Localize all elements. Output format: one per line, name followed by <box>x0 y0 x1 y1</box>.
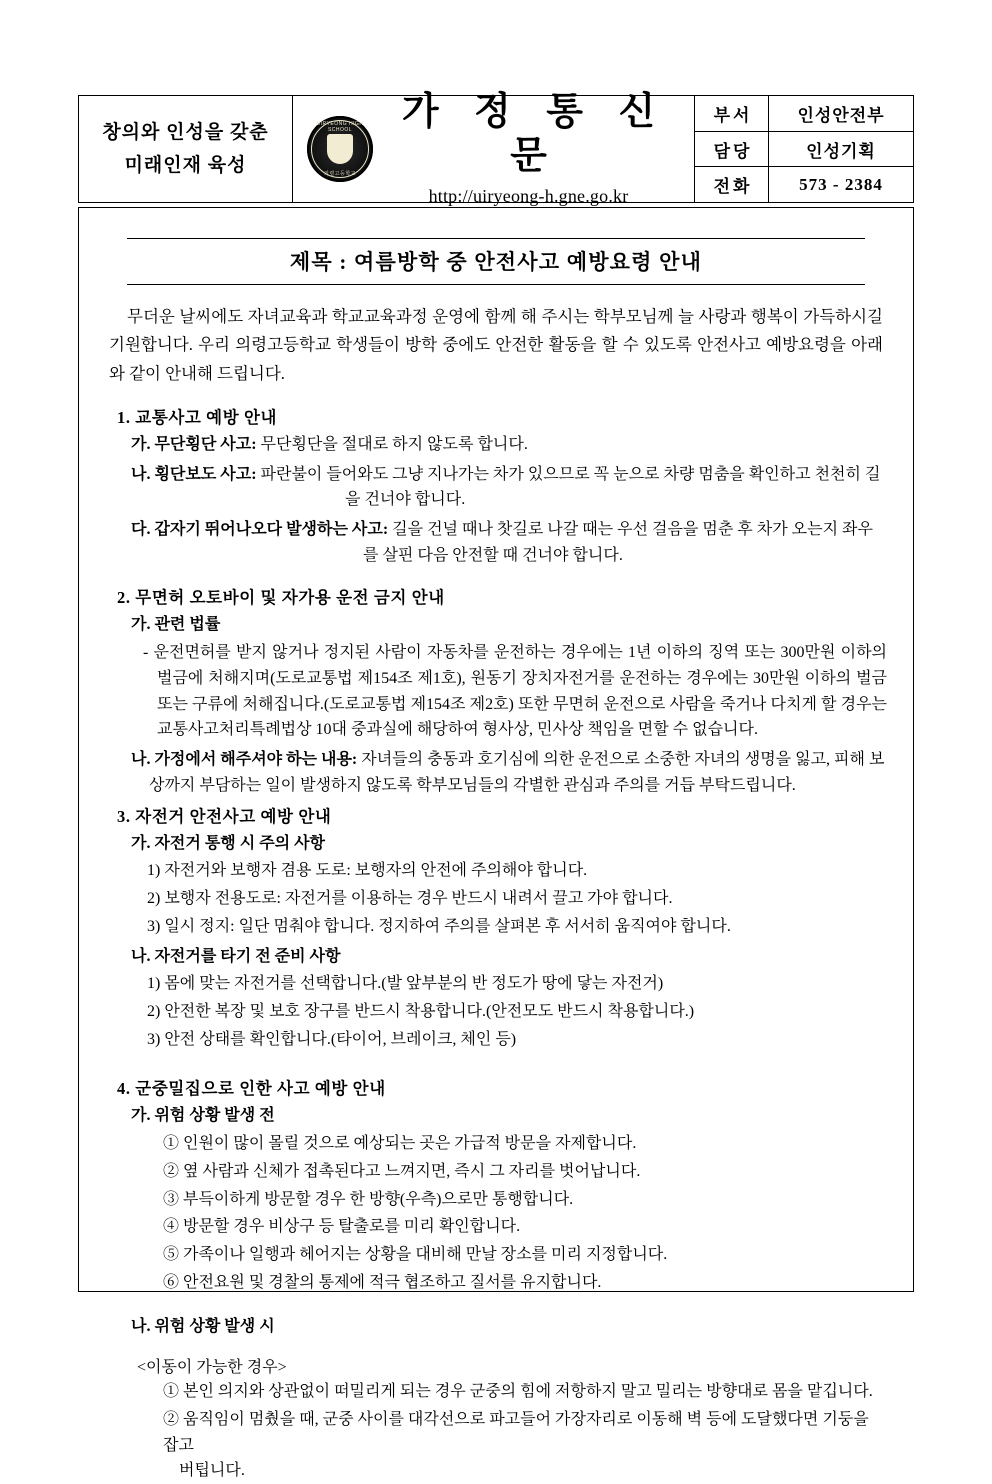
movable-case-item-2-text: ② 움직임이 멈췄을 때, 군중 사이를 대각선으로 파고들어 가장자리로 이동해 벽 등에 도달했다면 기둥을 잡고 <box>163 1410 869 1454</box>
info-label-phone: 전화 <box>695 167 769 202</box>
section-4-a-item-4: ④ 방문할 경우 비상구 등 탈출로를 미리 확인합니다. <box>163 1218 521 1236</box>
section-3 <box>105 803 887 1054</box>
section-4-sub-a <box>131 1103 887 1129</box>
slogan-line-2: 미래인재 육성 <box>124 155 247 176</box>
section-1-item-3-label: 다. 갑자기 뛰어나오다 발생하는 사고: <box>131 520 389 538</box>
section-4-a-item-5: ⑤ 가족이나 일행과 헤어지는 상황을 대비해 만날 장소를 미리 지정합니다. <box>163 1246 668 1264</box>
emblem-bottom-text: 의령고등학교 <box>324 171 356 177</box>
section-2-sub-b-cont: 상까지 부담하는 일이 발생하지 않도록 학부모님들의 각별한 관심과 주의를 거듭 부탁드립니다. <box>149 776 796 794</box>
movable-case-item-2 <box>163 1407 887 1484</box>
section-1-item-3-text: 길을 건널 때나 찻길로 나갈 때는 우선 걸음을 멈춘 후 차가 오는지 좌우 <box>392 520 873 538</box>
section-3-b-item-2: 2) 안전한 복장 및 보호 장구를 반드시 착용합니다.(안전모도 반드시 착용합니다.) <box>147 1003 695 1021</box>
section-2-sub-b-text: 자녀들의 충동과 호기심에 의한 운전으로 소중한 자녀의 생명을 잃고, 피해 보 <box>361 751 885 769</box>
info-value-charge: 인성기획 <box>806 141 876 161</box>
document-body <box>78 207 914 1480</box>
section-3-sub-a-label: 가. 자전거 통행 시 주의 사항 <box>131 834 326 852</box>
section-3-heading: 3. 자전거 안전사고 예방 안내 <box>117 806 332 826</box>
section-3-a-item-3: 3) 일시 정지: 일단 멈춰야 합니다. 정지하여 주의를 살펴본 후 서서히 움직여야 합니다. <box>147 917 731 935</box>
document-title: 가 정 통 신 문 <box>401 91 669 177</box>
section-4-a-item-1: ① 인원이 많이 몰릴 것으로 예상되는 곳은 가급적 방문을 자제합니다. <box>163 1134 637 1152</box>
intro-paragraph: 무더운 날씨에도 자녀교육과 학교교육과정 운영에 함께 해 주시는 학부모님께 늘 사랑과 행복이 가득하시길 기원합니다. 우리 의령고등학교 학생들이 방학 중에도 안전한 활동을 할 수 있도록 안전사고 예방요령을 아래와 같이 안내해 드립니다. <box>109 307 883 383</box>
info-row-phone <box>695 167 913 202</box>
emblem-top-text: UIRYEONG HIGH SCHOOL <box>316 121 364 133</box>
section-3-sub-a <box>131 831 887 857</box>
info-value-phone: 573 - 2384 <box>799 174 883 194</box>
contact-info-table <box>695 96 913 202</box>
section-2 <box>105 584 887 798</box>
section-4-a-item-6: ⑥ 안전요원 및 경찰의 통제에 적극 협조하고 질서를 유지합니다. <box>163 1274 602 1292</box>
section-4 <box>105 1075 887 1484</box>
section-3-sub-b <box>131 944 887 970</box>
section-4-sub-b <box>131 1314 887 1340</box>
section-2-heading: 2. 무면허 오토바이 및 자가용 운전 금지 안내 <box>117 588 445 608</box>
school-slogan <box>79 96 293 202</box>
info-label-department: 부서 <box>695 96 769 131</box>
section-3-a-item-2: 2) 보행자 전용도로: 자전거를 이용하는 경우 반드시 내려서 끌고 가야 합니다. <box>147 890 673 907</box>
section-1-item-2-text: 파란불이 들어와도 그냥 지나가는 차가 있으므로 꼭 눈으로 차량 멈춤을 확인하고 천천히 길 <box>260 465 881 483</box>
section-1-item-1 <box>131 432 887 458</box>
section-1 <box>105 404 887 568</box>
section-1-item-2 <box>131 462 887 513</box>
section-3-a-item-1: 1) 자전거와 보행자 겸용 도로: 보행자의 안전에 주의해야 합니다. <box>147 862 588 880</box>
section-1-item-3 <box>131 517 887 568</box>
section-1-item-1-text: 무단횡단을 절대로 하지 않도록 합니다. <box>260 436 528 454</box>
section-3-sub-b-label: 나. 자전거를 타기 전 준비 사항 <box>131 947 341 965</box>
section-1-item-2-label: 나. 횡단보도 사고: <box>131 465 257 483</box>
section-2-sub-a-label: 가. 관련 법률 <box>131 616 221 634</box>
movable-case-item-2-cont: 버팁니다. <box>179 1462 245 1480</box>
school-url[interactable]: http://uiryeong-h.gne.go.kr <box>428 185 629 206</box>
section-2-sub-b-label: 나. 가정에서 해주셔야 하는 내용: <box>131 751 358 769</box>
section-2-law-text: - 운전면허를 받지 않거나 정지된 사람이 자동차를 운전하는 경우에는 1년 이하의 징역 또는 300만원 이하의 벌금에 처해지며(도로교통법 제154조 제1호), 원동기 장치자전거를 운전하는 경우에는 30만원 이하의 벌금 또는 구류에 처해집니다.(도로교통법 제154조 제2호) 또한 무면허 운전으로 사람을 죽거나 다치게 할 경우는 교통사고처리특례법상 10대 중과실에 해당하여 형사상, 민사상 책임을 면할 수 없습니다. <box>143 643 887 739</box>
section-2-sub-a <box>131 612 887 638</box>
info-row-charge <box>695 132 913 168</box>
section-4-a-item-3: ③ 부득이하게 방문할 경우 한 방향(우측)으로만 통행합니다. <box>163 1190 574 1208</box>
movable-case-heading: <이동이 가능한 경우> <box>137 1358 287 1376</box>
school-emblem-icon <box>307 116 373 182</box>
info-row-department <box>695 96 913 132</box>
letterhead <box>78 91 914 206</box>
section-4-heading: 4. 군중밀집으로 인한 사고 예방 안내 <box>117 1079 386 1099</box>
header-title-wrap <box>373 91 694 206</box>
section-1-item-2-text-cont: 을 건너야 합니다. <box>345 491 466 509</box>
section-1-item-3-text-cont: 를 살핀 다음 안전할 때 건너야 합니다. <box>363 546 623 564</box>
document-subject: 제목 : 여름방학 중 안전사고 예방요령 안내 <box>127 238 865 285</box>
info-label-charge: 담당 <box>695 132 769 167</box>
movable-case-item-1: ① 본인 의지와 상관없이 떠밀리게 되는 경우 군중의 힘에 저항하지 말고 밀리는 방향대로 몸을 맡깁니다. <box>163 1382 873 1400</box>
section-4-a-item-2: ② 옆 사람과 신체가 접촉된다고 느껴지면, 즉시 그 자리를 벗어납니다. <box>163 1162 641 1180</box>
section-4-sub-b-label: 나. 위험 상황 발생 시 <box>131 1318 275 1336</box>
section-1-item-1-label: 가. 무단횡단 사고: <box>131 436 257 454</box>
section-3-b-item-1: 1) 몸에 맞는 자전거를 선택합니다.(발 앞부분의 반 정도가 땅에 닿는 자전거) <box>147 975 664 993</box>
slogan-line-1: 창의와 인성을 갖춘 <box>102 121 269 143</box>
emblem-shield <box>327 134 353 164</box>
section-2-sub-b <box>131 747 887 798</box>
section-3-b-item-3: 3) 안전 상태를 확인합니다.(타이어, 브레이크, 체인 등) <box>147 1031 517 1049</box>
section-4-sub-a-label: 가. 위험 상황 발생 전 <box>131 1107 275 1125</box>
title-area <box>293 91 695 206</box>
section-1-heading: 1. 교통사고 예방 안내 <box>117 408 278 428</box>
info-value-department: 인성안전부 <box>797 105 885 125</box>
